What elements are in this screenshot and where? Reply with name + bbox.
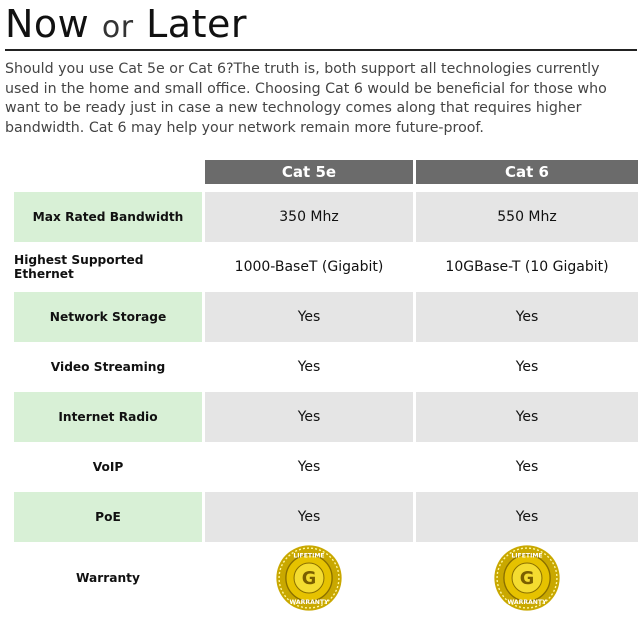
table-row	[0, 242, 640, 292]
cat5e-cell: 1000-BaseT (Gigabit)	[234, 259, 384, 275]
cat6-cell: Yes	[515, 459, 539, 475]
svg-text:G: G	[301, 569, 317, 590]
table-row	[0, 192, 640, 242]
column-divider	[413, 160, 415, 620]
table-row	[0, 392, 640, 442]
cat5e-cell: Yes	[297, 359, 321, 375]
column-header-cat6: Cat 6	[416, 160, 638, 184]
row-label: VoIP	[92, 460, 124, 474]
table-row	[0, 292, 640, 342]
row-label: Highest Supported Ethernet	[14, 253, 144, 281]
cat5e-cell: Yes	[205, 492, 413, 542]
page-title: Now or Later	[5, 2, 247, 46]
row-label: Video Streaming	[50, 360, 166, 374]
cat5e-cell: 350 Mhz	[205, 192, 413, 242]
cat6-cell: Yes	[416, 292, 638, 342]
table-row	[0, 542, 640, 614]
cat6-cell: Yes	[416, 492, 638, 542]
row-label: Network Storage	[14, 292, 202, 342]
table-row	[0, 492, 640, 542]
row-label: Max Rated Bandwidth	[14, 192, 202, 242]
row-label: Internet Radio	[14, 392, 202, 442]
table-row	[0, 342, 640, 392]
svg-text:LIFETIME: LIFETIME	[293, 552, 325, 560]
row-label: PoE	[14, 492, 202, 542]
cat6-cell: 550 Mhz	[416, 192, 638, 242]
cat6-cell: 10GBase-T (10 Gigabit)	[445, 259, 609, 275]
cat6-cell: Yes	[416, 392, 638, 442]
svg-text:LIFETIME: LIFETIME	[511, 552, 543, 560]
lifetime-warranty-seal-icon	[416, 542, 638, 614]
cat5e-cell: Yes	[205, 392, 413, 442]
table-row	[0, 442, 640, 492]
svg-text:WARRANTY: WARRANTY	[289, 598, 329, 606]
svg-text:WARRANTY: WARRANTY	[507, 598, 547, 606]
cat5e-cell: Yes	[205, 292, 413, 342]
column-divider	[203, 160, 205, 620]
lifetime-warranty-seal-icon	[205, 542, 413, 614]
intro-paragraph: Should you use Cat 5e or Cat 6?The truth is, both support all technologies currently used in the home and small office. Choosing Cat 6 would be beneficial for those who want to be ready just in case a new technology comes along that requires higher bandwidth. Cat 6 may help your network remain more future-proof.	[5, 61, 607, 136]
title-divider	[5, 49, 637, 51]
column-header-cat5e: Cat 5e	[205, 160, 413, 184]
row-label: Warranty	[76, 571, 140, 585]
cat6-cell: Yes	[515, 359, 539, 375]
svg-text:G: G	[519, 569, 535, 590]
cat5e-cell: Yes	[297, 459, 321, 475]
